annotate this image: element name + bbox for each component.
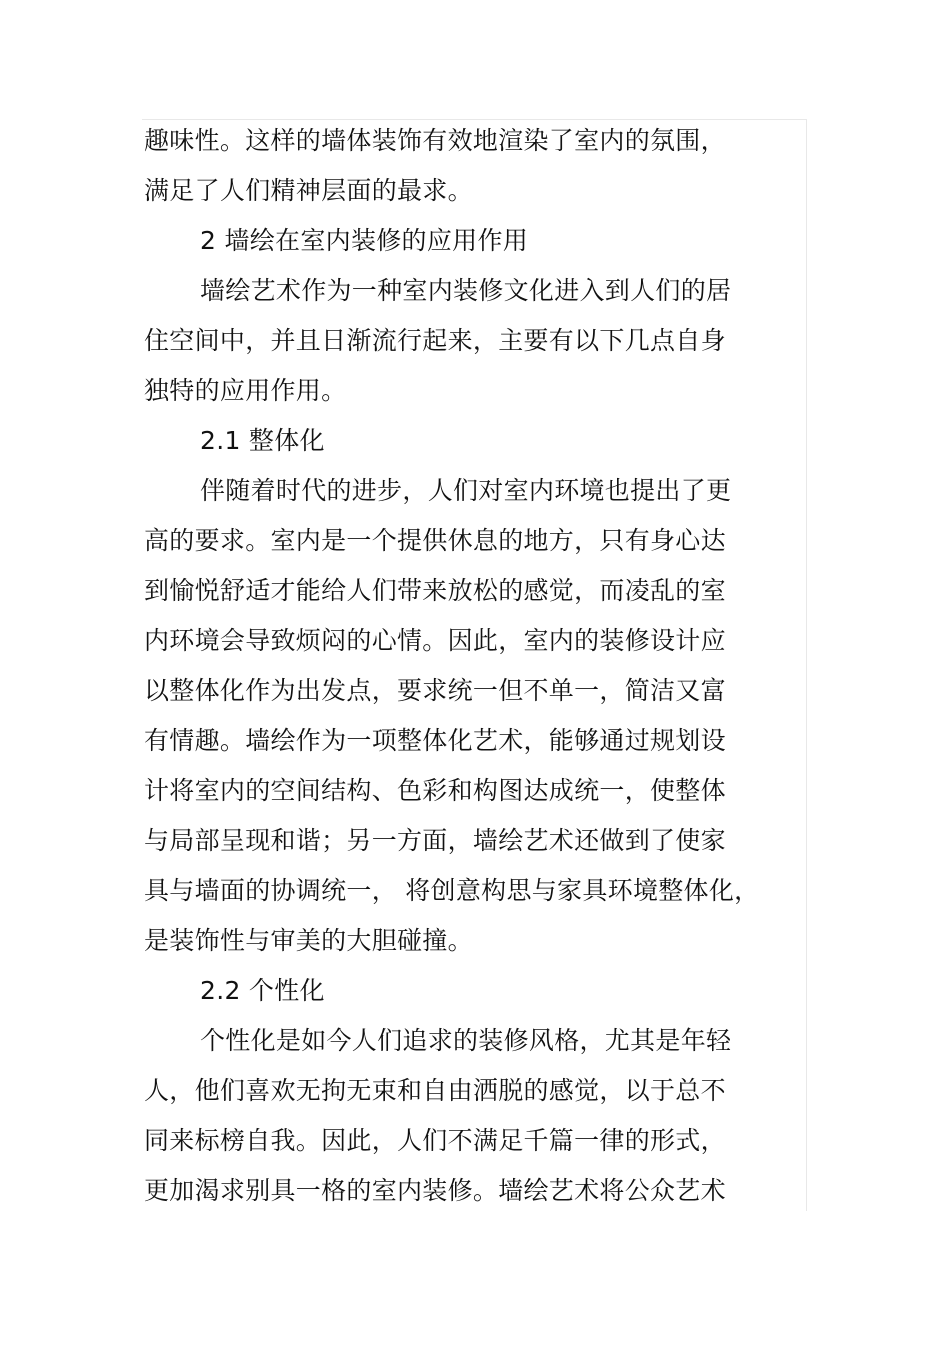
- text-line-4: 墙绘艺术作为一种室内装修文化进入到人们的居: [200, 276, 732, 305]
- text-line-2: 满足了人们精神层面的最求。: [144, 176, 473, 205]
- text-line-8: 伴随着时代的进步，人们对室内环境也提出了更: [200, 476, 732, 505]
- text-line-5: 住空间中，并且日渐流行起来，主要有以下几点自身: [144, 326, 726, 355]
- section-heading-2-1: 2.1 整体化: [200, 426, 325, 455]
- text-line-11: 内环境会导致烦闷的心情。因此，室内的装修设计应: [144, 626, 726, 655]
- text-line-13: 有情趣。墙绘作为一项整体化艺术，能够通过规划设: [144, 726, 726, 755]
- text-line-6: 独特的应用作用。: [144, 376, 347, 405]
- text-line-21: 同来标榜自我。因此，人们不满足千篇一律的形式，: [144, 1126, 726, 1155]
- text-line-10: 到愉悦舒适才能给人们带来放松的感觉，而凌乱的室: [144, 576, 726, 605]
- text-line-9: 高的要求。室内是一个提供休息的地方，只有身心达: [144, 526, 726, 555]
- text-line-12: 以整体化作为出发点，要求统一但不单一，简洁又富: [144, 676, 726, 705]
- text-line-20: 人，他们喜欢无拘无束和自由洒脱的感觉，以于总不: [144, 1076, 726, 1105]
- text-line-17: 是装饰性与审美的大胆碰撞。: [144, 926, 473, 955]
- text-line-14: 计将室内的空间结构、色彩和构图达成统一，使整体: [144, 776, 726, 805]
- document-body: [144, 116, 784, 1216]
- text-line-22: 更加渴求别具一格的室内装修。墙绘艺术将公众艺术: [144, 1176, 726, 1205]
- text-line-19: 个性化是如今人们追求的装修风格，尤其是年轻: [200, 1026, 732, 1055]
- text-line-15: 与局部呈现和谐；另一方面，墙绘艺术还做到了使家: [144, 826, 726, 855]
- section-heading-2: 2 墙绘在室内装修的应用作用: [200, 226, 529, 255]
- text-line-16: 具与墙面的协调统一， 将创意构思与家具环境整体化，: [144, 876, 760, 905]
- text-line-1: 趣味性。这样的墙体装饰有效地渲染了室内的氛围，: [144, 126, 726, 155]
- section-heading-2-2: 2.2 个性化: [200, 976, 325, 1005]
